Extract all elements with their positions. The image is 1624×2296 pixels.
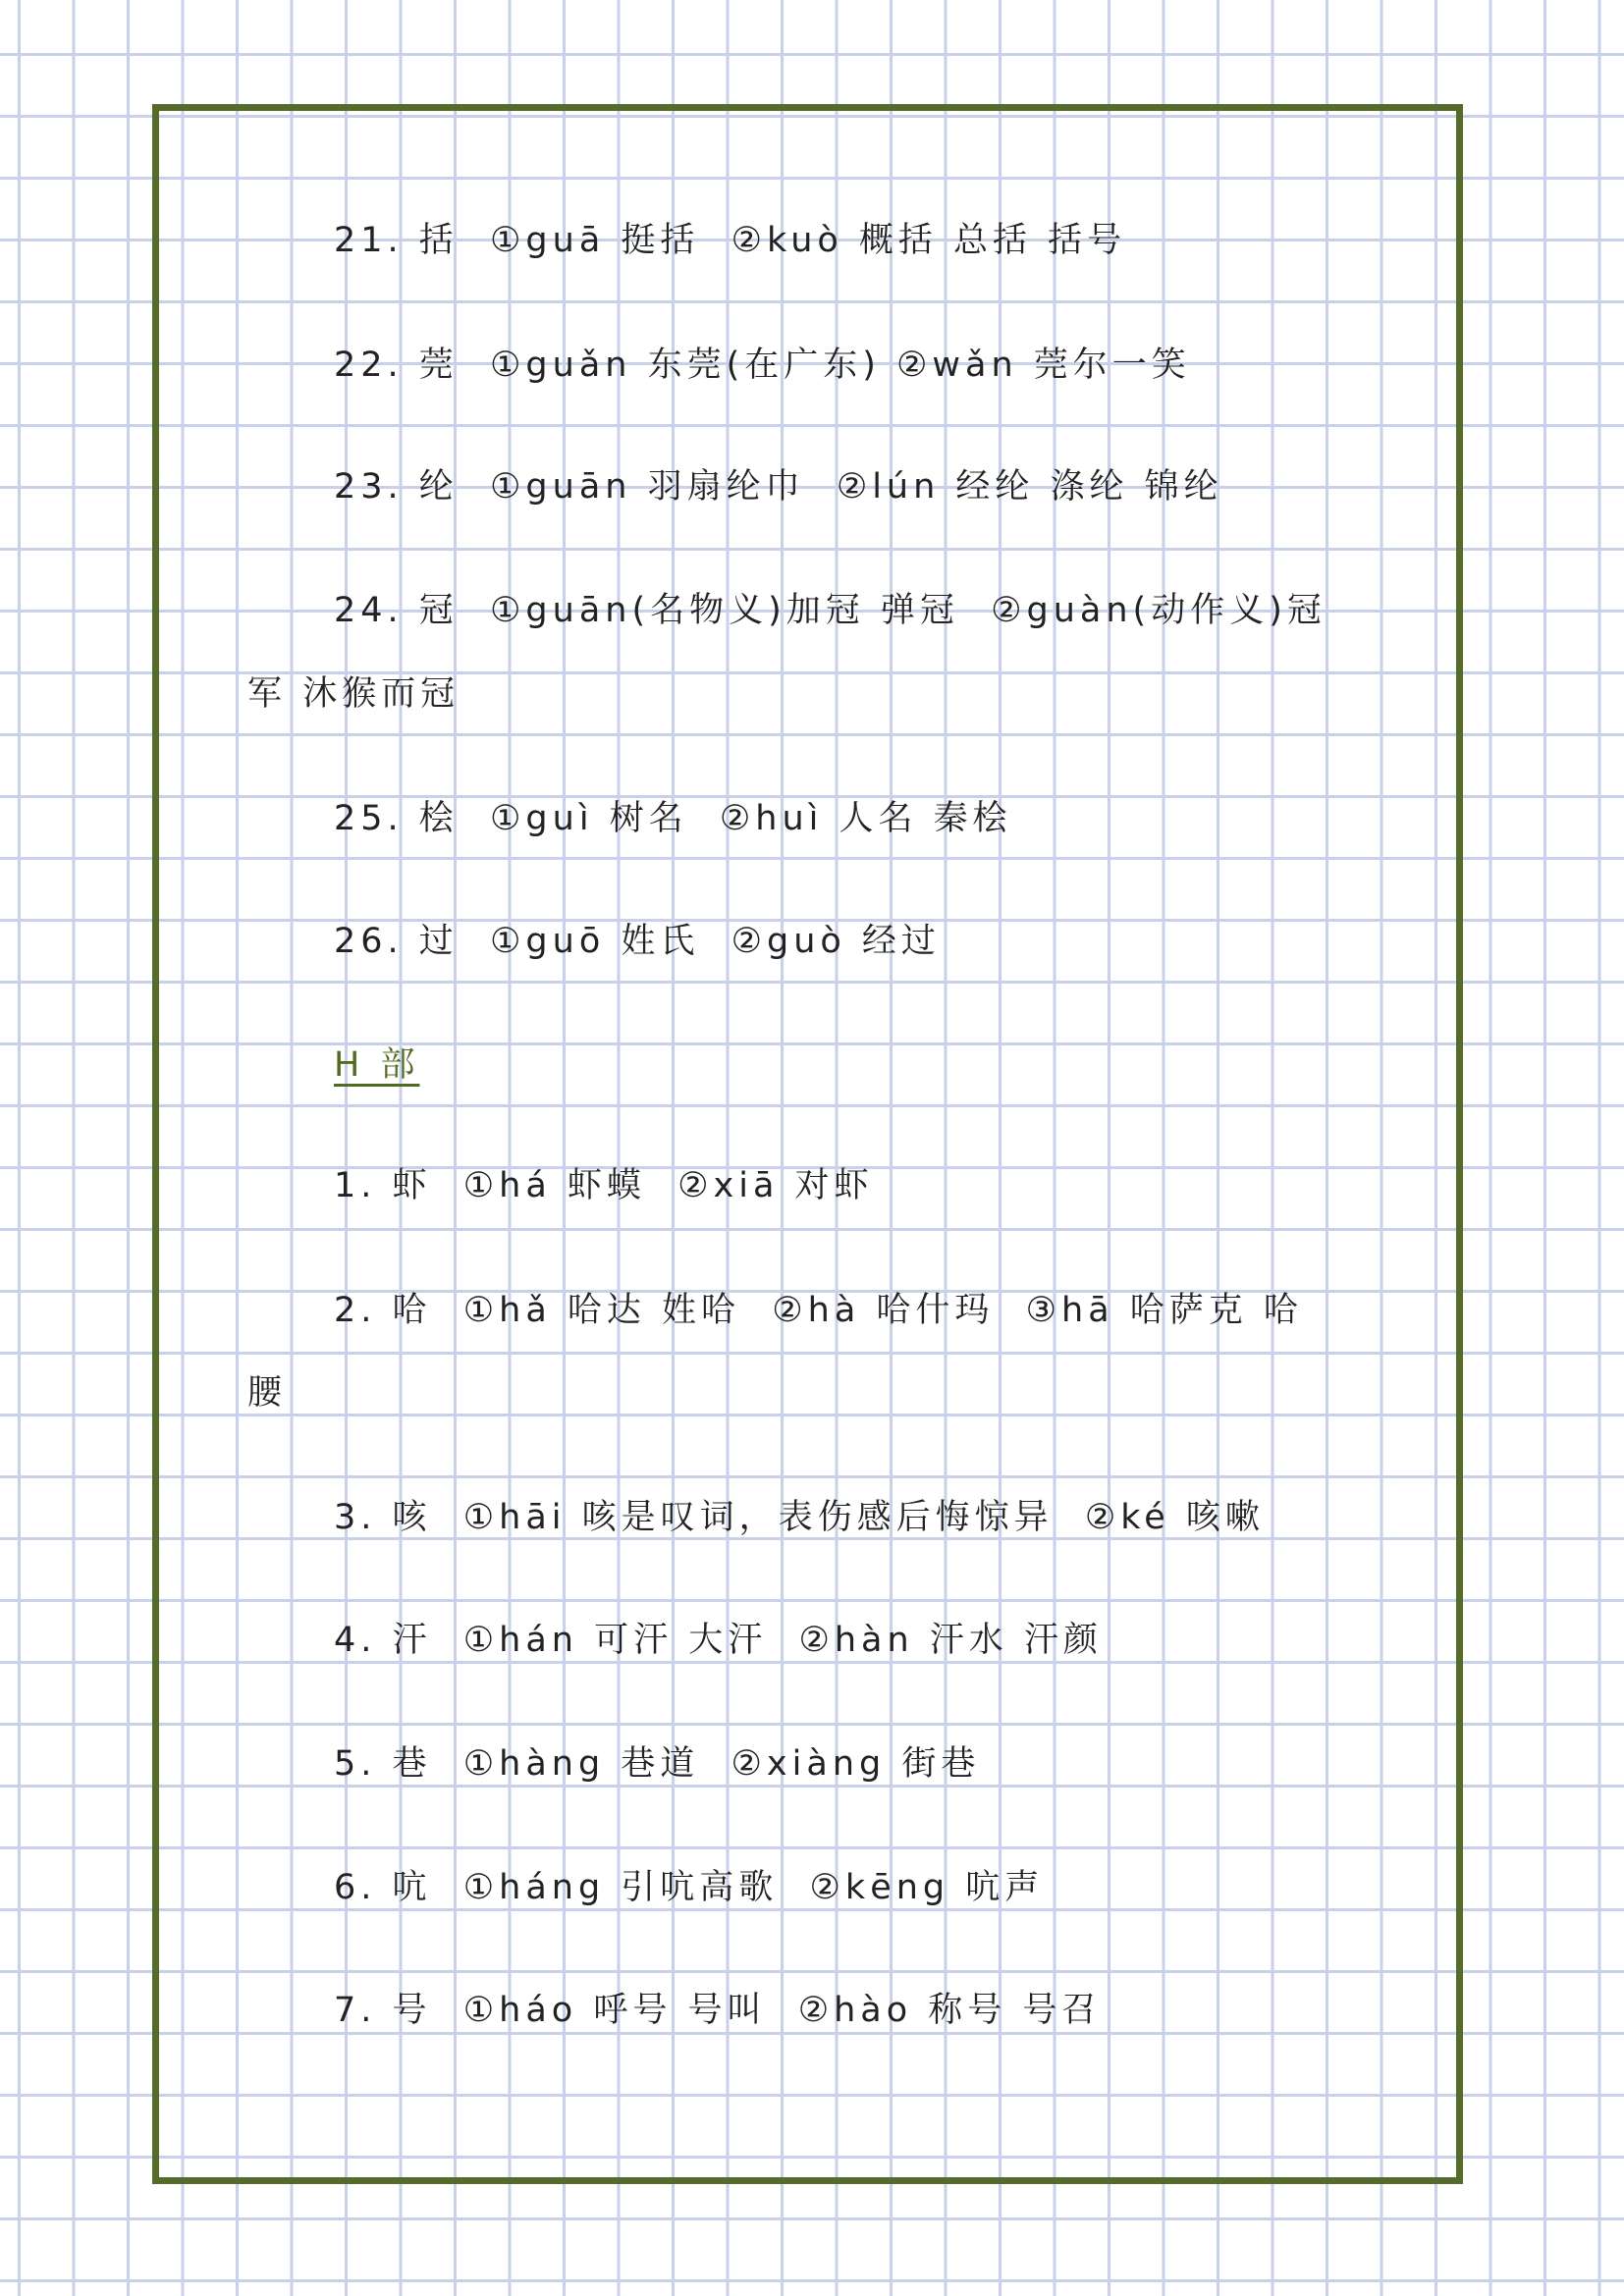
entry-h2: 2. 哈 ①hǎ 哈达 姓哈 ②hà 哈什玛 ③hā 哈萨克 哈 — [334, 1291, 1303, 1330]
entry-h3: 3. 咳 ①hāi 咳是叹词，表伤感后悔惊异 ②ké 咳嗽 — [334, 1498, 1265, 1537]
entry-h6: 6. 吭 ①háng 引吭高歌 ②kēng 吭声 — [334, 1868, 1045, 1907]
entry-h7: 7. 号 ①háo 呼号 号叫 ②hào 称号 号召 — [334, 1991, 1102, 2030]
entry-23: 23. 纶 ①guān 羽扇纶巾 ②lún 经纶 涤纶 锦纶 — [334, 467, 1223, 507]
entry-25: 25. 桧 ①guì 树名 ②huì 人名 秦桧 — [334, 799, 1012, 838]
entry-21: 21. 括 ①guā 挺括 ②kuò 概括 总括 括号 — [334, 221, 1127, 260]
entry-22: 22. 莞 ①guǎn 东莞(在广东) ②wǎn 莞尔一笑 — [334, 346, 1191, 385]
entry-h5: 5. 巷 ①hàng 巷道 ②xiàng 街巷 — [334, 1744, 981, 1784]
entry-26: 26. 过 ①guō 姓氏 ②guò 经过 — [334, 922, 941, 961]
entry-24: 24. 冠 ①guān(名物义)加冠 弹冠 ②guàn(动作义)冠 — [334, 591, 1326, 630]
section-heading-h: H 部 — [334, 1045, 420, 1085]
entry-h1: 1. 虾 ①há 虾蟆 ②xiā 对虾 — [334, 1166, 874, 1205]
entry-24-continued: 军 沐猴而冠 — [247, 674, 460, 714]
entry-h4: 4. 汗 ①hán 可汗 大汗 ②hàn 汗水 汗颜 — [334, 1621, 1103, 1660]
entry-h2-continued: 腰 — [247, 1373, 288, 1413]
